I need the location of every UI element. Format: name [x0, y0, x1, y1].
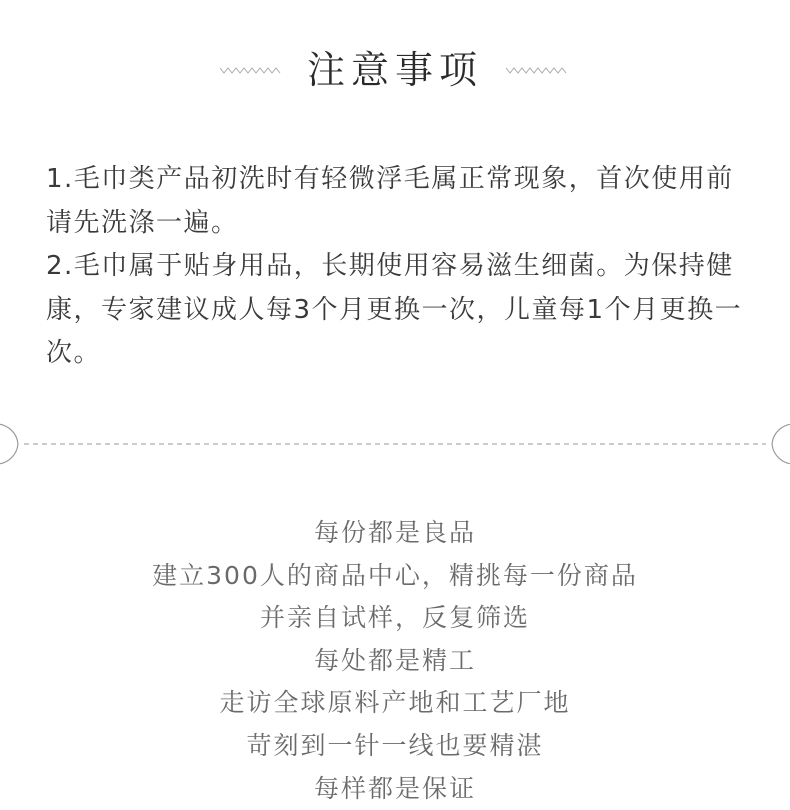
slogan-line: 每份都是良品	[313, 518, 476, 547]
page-title: 注意事项	[306, 48, 483, 92]
slogan-list	[0, 512, 790, 810]
slogan-line: 苛刻到一针一线也要精湛	[246, 730, 544, 760]
slogan-line: 并亲自试样，反复筛选	[259, 603, 530, 633]
divider-notch-right	[772, 424, 790, 464]
note-item: 1.毛巾类产品初洗时有轻微浮毛属正常现象，首次使用前请先洗涤一遍。	[46, 164, 734, 238]
slogan-line: 每处都是精工	[313, 645, 476, 675]
notes-list	[46, 158, 751, 376]
dashed-divider	[0, 420, 790, 468]
slogan-line: 每样都是保证	[313, 773, 476, 803]
wave-ornament-right	[506, 64, 568, 76]
section-heading	[0, 40, 790, 100]
slogan-line: 建立300人的商品中心，精挑每一份商品	[152, 560, 638, 590]
note-item: 2.毛巾属于贴身用品，长期使用容易滋生细菌。为保持健康，专家建议成人每3个月更换一次，儿童每1个月更换一次。	[46, 251, 743, 368]
slogan-line: 走访全球原料产地和工艺厂地	[219, 688, 571, 718]
